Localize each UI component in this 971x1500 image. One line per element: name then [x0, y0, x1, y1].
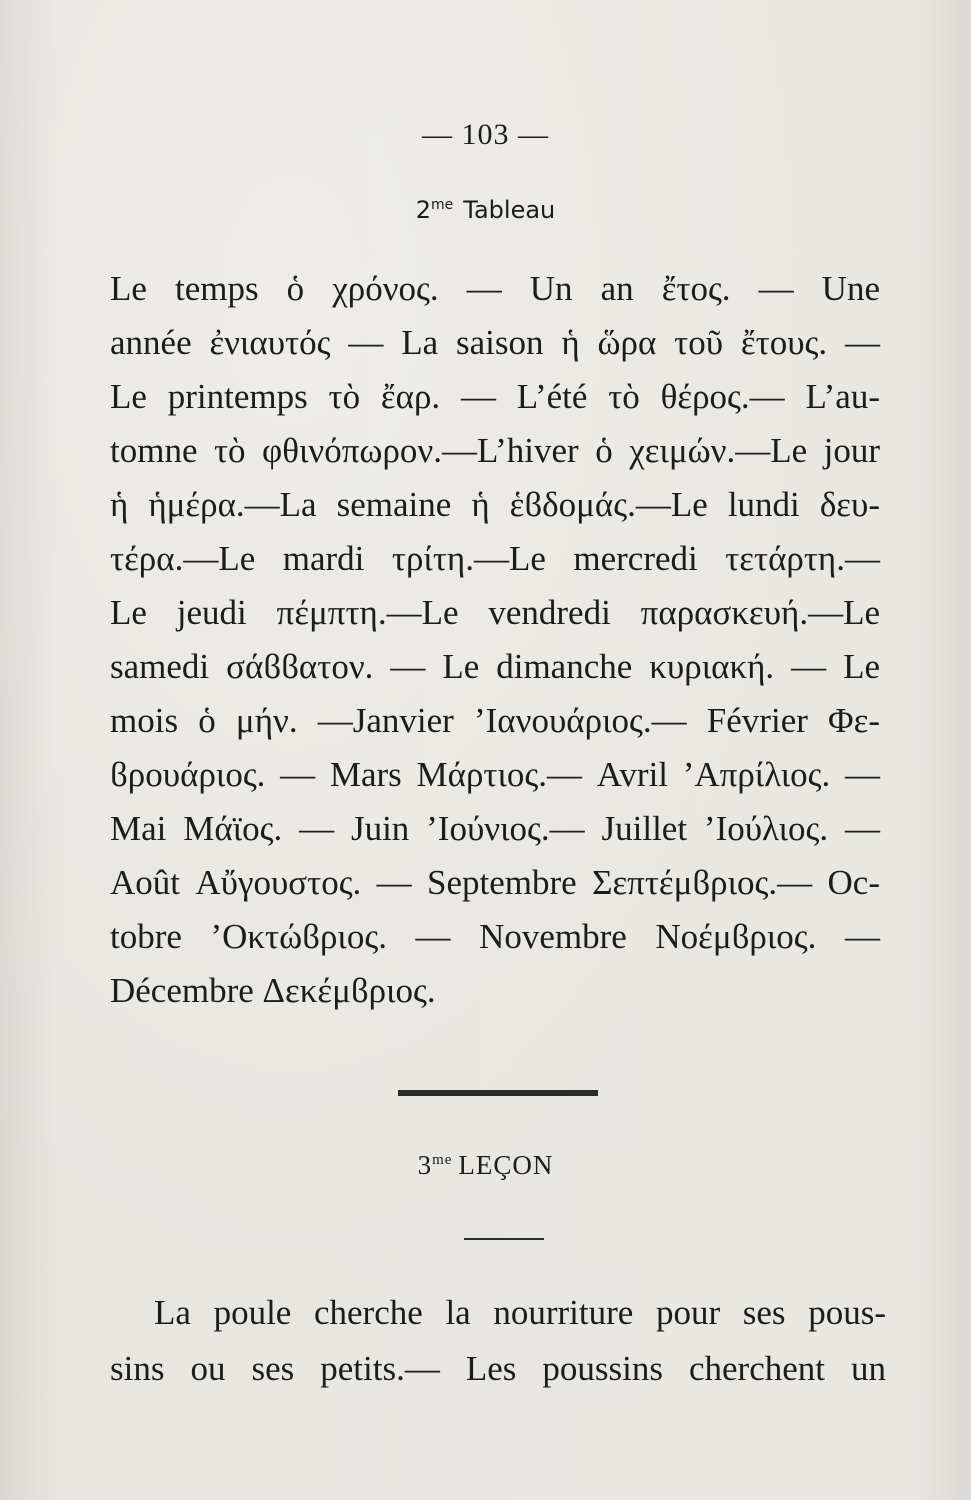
vocabulary-line: Mai Μάϊος. — Juin ’Ιούνιος.— Juillet ’Ιούλιος. — — [110, 809, 880, 848]
lesson-ordinal-suffix: me — [432, 1152, 453, 1168]
lesson-line: La poule cherche la nourriture pour ses pous- — [154, 1293, 886, 1332]
vocabulary-line: Décembre Δεκέμϐριος. — [110, 971, 436, 1010]
vocabulary-line: mois ὁ μήν. —Janvier ’Ιανουάριος.— Février Φε- — [110, 701, 880, 740]
vocabulary-line: Le jeudi πέμπτη.—Le vendredi παρασκευή.—Le — [110, 593, 880, 632]
tableau-ordinal: 2 — [415, 196, 432, 224]
vocabulary-line: Le temps ὁ χρόνος. — Un an ἔτος. — Une — [110, 269, 880, 308]
section-divider — [398, 1090, 598, 1096]
vocabulary-line: τέρα.—Le mardi τρίτη.—Le mercredi τετάρτη.— — [110, 539, 880, 578]
page-number: — 103 — — [422, 118, 549, 151]
vocabulary-line: ἡ ἡμέρα.—La semaine ἡ ἑϐδομάς.—Le lundi δευ- — [110, 485, 880, 524]
lesson-ordinal: 3 — [417, 1150, 433, 1180]
vocabulary-paragraph — [110, 262, 880, 1018]
vocabulary-line: Août Αὔγουστος. — Septembre Σεπτέμϐριος.— Oc- — [110, 863, 880, 902]
tableau-ordinal-suffix: me — [431, 197, 454, 213]
vocabulary-line: année ἐνιαυτός — La saison ἡ ὥρα τοῦ ἔτους. — — [110, 323, 880, 362]
heading-rule — [464, 1238, 544, 1240]
vocabulary-line: Le printemps τὸ ἔαρ. — L’été τὸ θέρος.— L’au- — [110, 377, 880, 416]
tableau-title: Tableau — [463, 196, 556, 224]
lesson-heading — [0, 1150, 971, 1181]
tableau-heading — [0, 196, 971, 224]
lesson-line: sins ou ses petits.— Les poussins cherchent un — [110, 1349, 886, 1388]
lesson-title: LEÇON — [458, 1150, 554, 1180]
vocabulary-line: samedi σάϐϐατον. — Le dimanche κυριακή. — Le — [110, 647, 880, 686]
lesson-paragraph — [110, 1285, 886, 1397]
vocabulary-line: tobre ’Οκτώϐριος. — Novembre Νοέμϐριος. — — [110, 917, 880, 956]
vocabulary-line: tomne τὸ φθινόπωρον.—L’hiver ὁ χειμών.—Le jour — [110, 431, 880, 470]
vocabulary-line: ϐρουάριος. — Mars Μάρτιος.— Avril ’Απρίλιος. — — [110, 755, 880, 794]
